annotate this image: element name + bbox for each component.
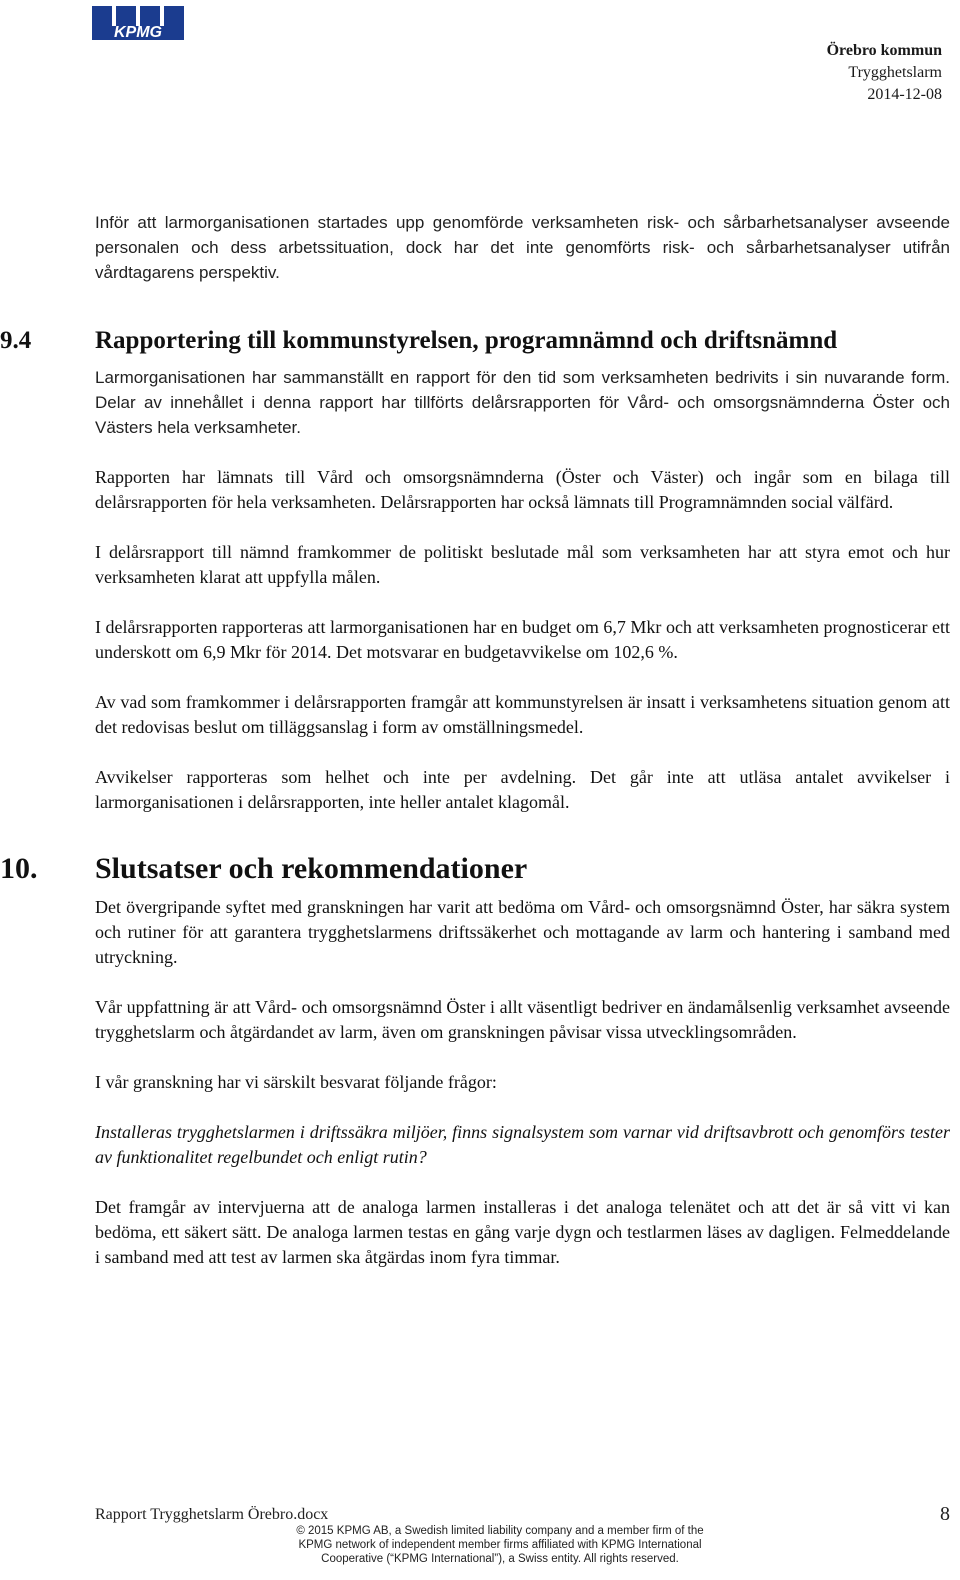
section-title: Slutsatser och rekommendationer bbox=[95, 852, 528, 885]
header-org: Örebro kommun bbox=[826, 42, 942, 59]
paragraph: Vår uppfattning är att Vård- och omsorgsnämnd Öster i allt väsentligt bedriver en ändamålsenlig verksamhet avseende trygghetslarm och åtgärdandet av larm, även om granskningen påvisar vissa utvecklingsområden. bbox=[95, 997, 950, 1042]
kpmg-logo-icon bbox=[92, 6, 184, 40]
kpmg-logo bbox=[92, 6, 184, 40]
section-title: Rapportering till kommunstyrelsen, programnämnd och driftsnämnd bbox=[95, 327, 838, 354]
document-body bbox=[0, 210, 950, 1295]
paragraph: I vår granskning har vi särskilt besvarat följande frågor: bbox=[95, 1072, 497, 1092]
paragraph: I delårsrapport till nämnd framkommer de politiskt beslutade mål som verksamheten har att styra emot och hur verksamheten klarat att uppfylla målen. bbox=[95, 542, 950, 587]
question-paragraph: Installeras trygghetslarmen i driftssäkra miljöer, finns signalsystem som varnar vid driftsavbrott och genomförs tester av funktionalitet regelbundet och enligt rutin? bbox=[95, 1122, 950, 1167]
section-number: 10. bbox=[0, 852, 38, 885]
section-9-4-heading bbox=[0, 325, 950, 357]
answer-paragraph: Det framgår av intervjuerna att de analoga larmen installeras i det analoga telenätet och att det är så vitt vi kan bedöma, ett säkert sätt. De analoga larmen testas en gång varje dygn och testlarmen läses av dagligen. Felmeddelande i samband med att test av larmen ska åtgärdas inom fyra timmar. bbox=[95, 1197, 950, 1267]
paragraph: Det övergripande syftet med granskningen har varit att bedöma om Vård- och omsorgsnämnd Öster, har säkra system och rutiner för att garantera trygghetslarmens driftssäkerhet och mottagande av larm och hantering i samband med utryckning. bbox=[95, 897, 950, 967]
copyright-line: Cooperative (“KPMG International”), a Swiss entity. All rights reserved. bbox=[321, 1553, 679, 1565]
section-number: 9.4 bbox=[0, 327, 32, 354]
intro-paragraph: Inför att larmorganisationen startades upp genomförde verksamheten risk- och sårbarhetsanalyser avseende personalen och dess arbetssituation, dock har det inte genomförts risk- och sårbarhetsanalyser utifrån vårdtagarens perspektiv. bbox=[95, 213, 950, 282]
page-header bbox=[827, 40, 942, 106]
paragraph: I delårsrapporten rapporteras att larmorganisationen har en budget om 6,7 Mkr och att verksamheten prognosticerar ett underskott om 6,9 Mkr för 2014. Det motsvarar en budgetavvikelse om 102,6 %. bbox=[95, 617, 950, 662]
footer-document-name: Rapport Trygghetslarm Örebro.docx bbox=[95, 1506, 329, 1523]
copyright-line: KPMG network of independent member firms affiliated with KPMG International bbox=[298, 1539, 702, 1551]
paragraph: Av vad som framkommer i delårsrapporten framgår att kommunstyrelsen är insatt i verksamhetens situation genom att det redovisas beslut om tilläggsanslag i form av omställningsmedel. bbox=[95, 692, 950, 737]
paragraph: Larmorganisationen har sammanställt en rapport för den tid som verksamheten bedrivits i sin nuvarande form. Delar av innehållet i denna rapport har tillförts delårsrapporten för Vård- och omsorgsnämnderna Öster och Västers hela verksamheter. bbox=[95, 368, 950, 437]
page-number: 8 bbox=[940, 1503, 950, 1525]
section-10-heading bbox=[0, 849, 950, 889]
header-date: 2014-12-08 bbox=[867, 86, 942, 103]
paragraph: Avvikelser rapporteras som helhet och inte per avdelning. Det går inte att utläsa antalet avvikelser i larmorganisationen i delårsrapporten, inte heller antalet klagomål. bbox=[95, 767, 950, 812]
header-topic: Trygghetslarm bbox=[848, 64, 942, 81]
copyright-line: © 2015 KPMG AB, a Swedish limited liability company and a member firm of the bbox=[296, 1525, 704, 1537]
footer-copyright bbox=[280, 1524, 720, 1566]
paragraph: Rapporten har lämnats till Vård och omsorgsnämnderna (Öster och Väster) och ingår som en bilaga till delårsrapporten för hela verksamheten. Delårsrapporten har också lämnats till Programnämnden social välfärd. bbox=[95, 467, 950, 512]
logo-wordmark: KPMG bbox=[114, 24, 162, 40]
